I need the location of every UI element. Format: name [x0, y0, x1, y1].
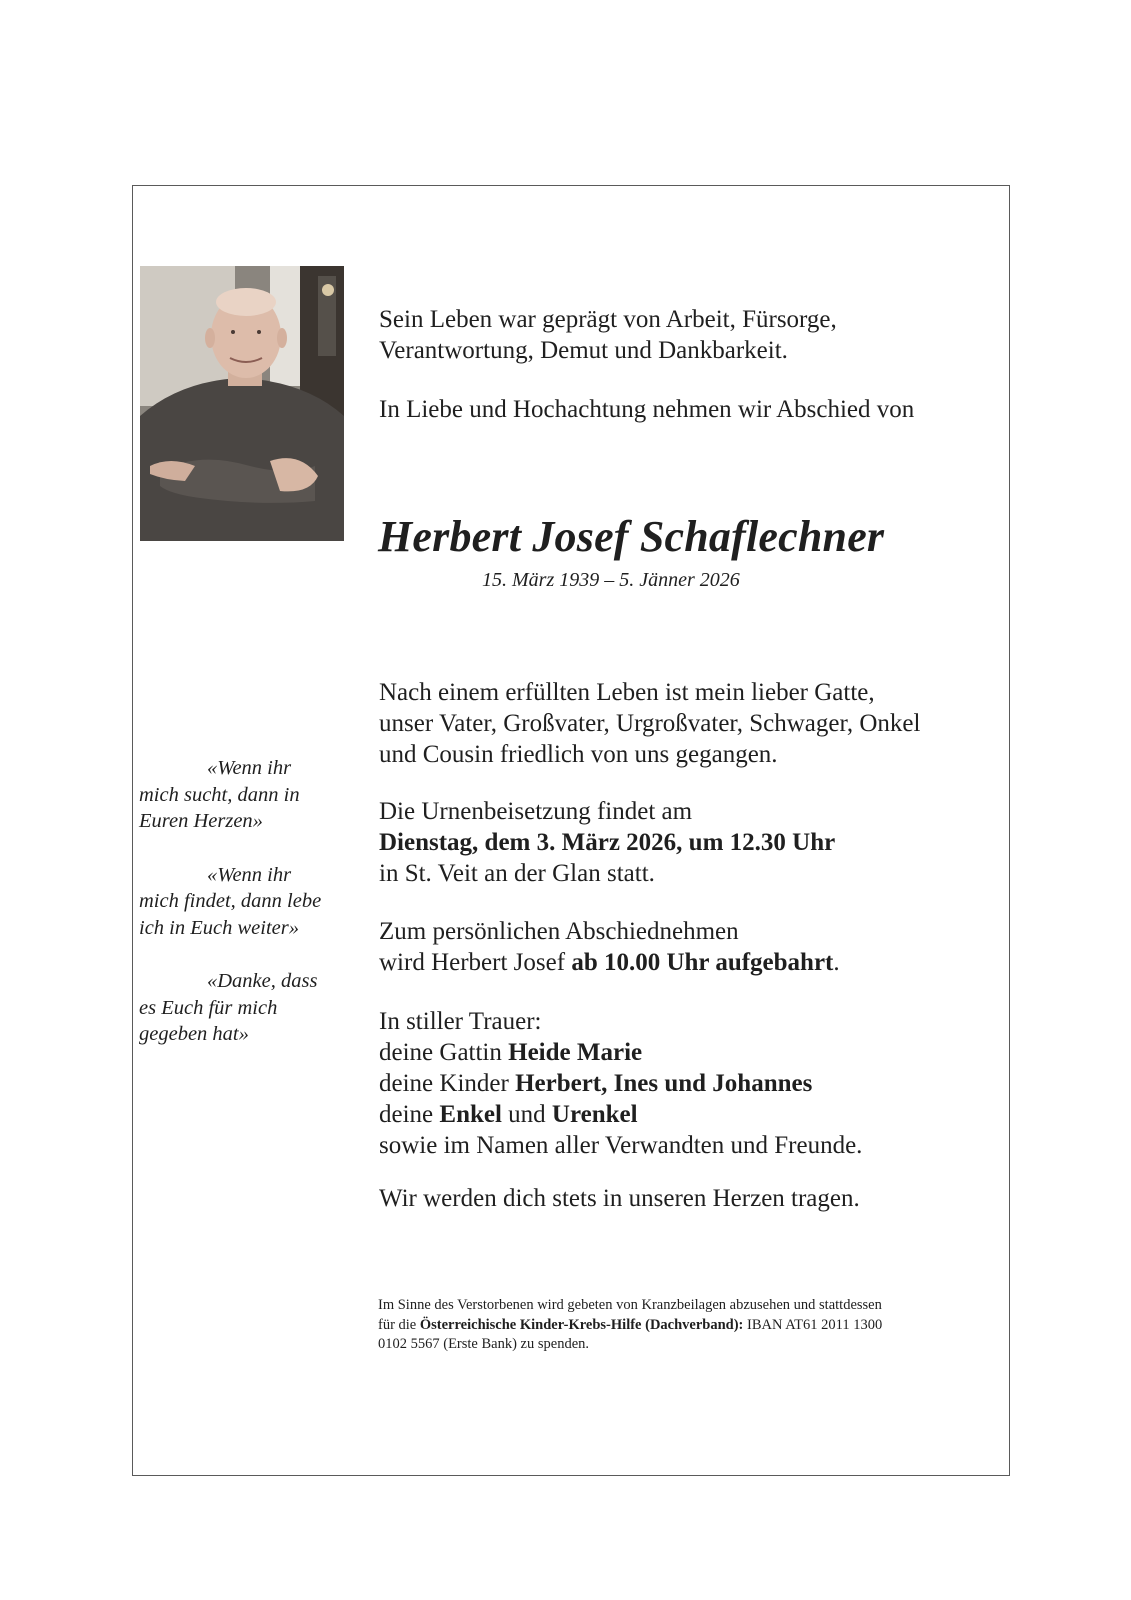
quote: «Wenn ihr mich findet, dann lebe ich in Euch weiter» [139, 863, 322, 939]
life-dates: 15. März 1939 – 5. Jänner 2026 [482, 569, 740, 591]
death-announcement: Nach einem erfüllten Leben ist mein lieber Gatte, unser Vater, Großvater, Urgroßvater, Schwager, Onkel und Cousin friedlich von uns gegangen. [379, 679, 921, 768]
wife-name: Heide Marie [508, 1039, 643, 1066]
children-names: Herbert, Ines und Johannes [515, 1070, 813, 1097]
intro-farewell-line: In Liebe und Hochachtung nehmen wir Abschied von [379, 396, 915, 423]
deceased-name: Herbert Josef Schaflechner [378, 512, 885, 561]
intro-tribute: Sein Leben war geprägt von Arbeit, Fürsorge, Verantwortung, Demut und Dankbarkeit. [379, 306, 837, 364]
funeral-details: Die Urnenbeisetzung findet am Dienstag, dem 3. März 2026, um 12.30 Uhr in St. Veit an der Glan statt. [379, 798, 836, 887]
funeral-date-time: Dienstag, dem 3. März 2026, um 12.30 Uhr [379, 829, 836, 856]
portrait-photo [140, 266, 344, 541]
quote: «Danke, dass es Euch für mich gegeben hat» [139, 970, 318, 1045]
quote: «Wenn ihr mich sucht, dann in Euren Herzen» [139, 757, 300, 832]
viewing-details: Zum persönlichen Abschiednehmen wird Herbert Josef ab 10.00 Uhr aufgebahrt. [379, 918, 840, 976]
farewell-line: Wir werden dich stets in unseren Herzen tragen. [379, 1185, 860, 1212]
quotes-column [139, 755, 349, 1075]
mourners-list: In stiller Trauer: deine Gattin Heide Marie deine Kinder Herbert, Ines und Johannes deine Enkel und Urenkel sowie im Namen aller Verwandten und Freunde. [379, 1008, 863, 1159]
donation-note: Im Sinne des Verstorbenen wird gebeten von Kranzbeilagen abzusehen und stattdessen für die Österreichische Kinder-Krebs-Hilfe (Dachverband): IBAN AT61 2011 1300 0102 5567 (Erste Bank) zu spenden. [378, 1297, 883, 1352]
